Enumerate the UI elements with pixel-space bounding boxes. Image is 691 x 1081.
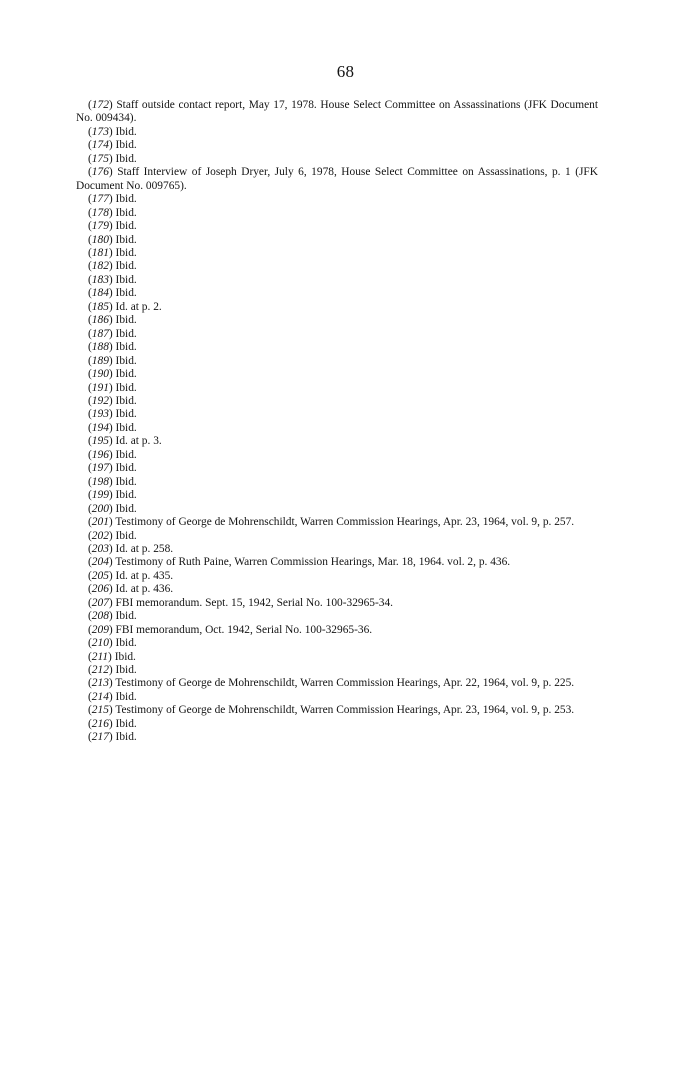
footnote-number: 182	[91, 260, 109, 273]
footnote-paren: (	[88, 300, 92, 313]
footnote-number: 212	[91, 664, 109, 677]
footnote-paren: )	[108, 596, 116, 609]
footnote-text: Ibid.	[115, 260, 137, 273]
footnote-206	[76, 583, 598, 596]
footnote-177	[76, 193, 598, 206]
footnote-text: Id. at p. 2.	[115, 300, 162, 313]
footnote-text: Ibid.	[115, 529, 137, 542]
footnote-text: Ibid.	[115, 246, 137, 259]
footnote-paren: )	[108, 260, 116, 273]
footnote-paren: )	[108, 139, 116, 152]
footnote-172	[76, 99, 598, 126]
footnote-paren: (	[88, 273, 92, 286]
footnote-paren: )	[108, 408, 116, 421]
footnote-paren: )	[108, 650, 115, 663]
footnote-paren: )	[108, 421, 116, 434]
footnote-201	[76, 516, 598, 529]
footnote-paren: )	[108, 220, 116, 233]
footnote-195	[76, 435, 598, 448]
footnote-paren: (	[88, 556, 92, 569]
footnote-text: Ibid.	[115, 273, 137, 286]
footnote-text: Ibid.	[115, 610, 137, 623]
footnote-211	[76, 651, 598, 664]
footnote-text: Ibid.	[115, 475, 137, 488]
footnote-text: Id. at p. 258.	[115, 542, 174, 555]
footnote-204	[76, 556, 598, 569]
footnote-number: 196	[91, 448, 109, 461]
footnote-number: 188	[91, 341, 109, 354]
footnote-number: 213	[91, 677, 109, 690]
footnote-178	[76, 207, 598, 220]
footnote-text: Ibid.	[115, 690, 137, 703]
footnote-paren: (	[88, 704, 92, 717]
footnote-paren: (	[88, 569, 92, 582]
footnote-paren: )	[108, 623, 116, 636]
footnote-text: Ibid.	[115, 139, 137, 152]
footnote-paren: )	[108, 233, 116, 246]
footnote-number: 180	[91, 233, 109, 246]
footnote-189	[76, 355, 598, 368]
footnote-number: 192	[91, 394, 109, 407]
footnote-number: 206	[91, 583, 109, 596]
footnote-paren: )	[108, 542, 116, 555]
footnote-paren: (	[88, 475, 92, 488]
footnote-paren: )	[108, 569, 116, 582]
footnote-183	[76, 274, 598, 287]
footnote-text: Ibid.	[115, 462, 137, 475]
footnote-text: FBI memorandum. Sept. 15, 1942, Serial No. 100-32965-34.	[115, 596, 394, 609]
footnote-paren: (	[88, 421, 92, 434]
footnote-paren: )	[108, 637, 116, 650]
footnote-number: 172	[91, 99, 109, 111]
footnote-text: Ibid.	[115, 206, 137, 219]
footnote-number: 178	[91, 206, 109, 219]
footnote-paren: (	[88, 381, 92, 394]
footnote-paren: )	[108, 556, 116, 569]
footnote-paren: )	[108, 99, 117, 111]
footnote-179	[76, 220, 598, 233]
footnote-217	[76, 731, 598, 744]
footnote-number: 187	[91, 327, 109, 340]
footnote-paren: (	[88, 152, 92, 165]
footnote-209	[76, 624, 598, 637]
footnote-text: Testimony of Ruth Paine, Warren Commission Hearings, Mar. 18, 1964. vol. 2, p. 436.	[115, 556, 511, 569]
footnote-paren: )	[108, 394, 116, 407]
footnote-180	[76, 234, 598, 247]
footnote-text: Ibid.	[115, 731, 137, 744]
footnote-number: 183	[91, 273, 109, 286]
footnote-number: 177	[91, 193, 109, 206]
footnote-185	[76, 301, 598, 314]
footnote-paren: (	[88, 341, 92, 354]
footnote-paren: )	[108, 152, 116, 165]
footnote-paren: )	[108, 341, 116, 354]
footnote-paren: (	[88, 731, 92, 744]
footnote-number: 181	[91, 246, 109, 259]
footnote-paren: )	[108, 462, 116, 475]
footnote-text: Ibid.	[115, 220, 137, 233]
footnote-184	[76, 287, 598, 300]
footnote-paren: (	[88, 664, 92, 677]
footnote-number: 216	[91, 717, 109, 730]
footnote-187	[76, 328, 598, 341]
footnote-197	[76, 462, 598, 475]
footnote-number: 197	[91, 462, 109, 475]
footnote-text: Ibid.	[115, 421, 137, 434]
footnote-number: 208	[91, 610, 109, 623]
footnote-paren: (	[88, 448, 92, 461]
footnote-text: Ibid.	[115, 394, 137, 407]
footnote-paren: (	[88, 489, 92, 502]
footnote-text: Ibid.	[115, 327, 137, 340]
footnote-paren: (	[88, 354, 92, 367]
footnote-202	[76, 530, 598, 543]
footnote-196	[76, 449, 598, 462]
footnote-181	[76, 247, 598, 260]
footnote-paren: )	[108, 731, 116, 744]
footnote-paren: (	[88, 462, 92, 475]
footnote-paren: (	[88, 193, 92, 206]
footnote-number: 201	[91, 516, 109, 529]
footnote-number: 179	[91, 220, 109, 233]
footnote-paren: (	[88, 637, 92, 650]
footnote-175	[76, 153, 598, 166]
footnote-paren: )	[108, 502, 116, 515]
footnote-paren: )	[108, 206, 116, 219]
footnote-193	[76, 408, 598, 421]
footnote-paren: )	[108, 664, 116, 677]
footnote-text: Ibid.	[115, 152, 137, 165]
footnote-paren: (	[88, 502, 92, 515]
footnote-number: 195	[91, 435, 109, 448]
footnote-number: 207	[91, 596, 109, 609]
footnote-number: 215	[91, 704, 109, 717]
footnote-paren: (	[88, 125, 92, 138]
footnote-203	[76, 543, 598, 556]
footnote-number: 176	[91, 166, 109, 179]
footnote-paren: )	[108, 381, 116, 394]
footnote-number: 217	[91, 731, 109, 744]
footnote-190	[76, 368, 598, 381]
footnote-paren: )	[108, 314, 116, 327]
footnote-text: Staff Interview of Joseph Dryer, July 6, 1978, House Select Committee on Assassinations, p. 1 (JFK Document No. 009765).	[76, 166, 598, 192]
footnote-paren: )	[108, 287, 116, 300]
footnote-paren: (	[88, 542, 92, 555]
footnote-number: 186	[91, 314, 109, 327]
footnote-paren: )	[108, 529, 116, 542]
footnote-paren: )	[108, 610, 116, 623]
footnote-text: FBI memorandum, Oct. 1942, Serial No. 100-32965-36.	[115, 623, 373, 636]
footnote-text: Id. at p. 436.	[115, 583, 174, 596]
footnote-text: Staff outside contact report, May 17, 1978. House Select Committee on Assassinations (JFK Document No. 009434).	[76, 99, 598, 125]
footnote-text: Id. at p. 3.	[115, 435, 162, 448]
footnote-194	[76, 422, 598, 435]
footnote-paren: )	[108, 246, 116, 259]
footnote-text: Ibid.	[115, 502, 137, 515]
footnote-number: 189	[91, 354, 109, 367]
footnote-text: Ibid.	[115, 287, 137, 300]
footnote-paren: )	[108, 125, 116, 138]
footnote-text: Testimony of George de Mohrenschildt, Warren Commission Hearings, Apr. 23, 1964, vol. 9, p. 257.	[115, 516, 575, 529]
footnote-text: Testimony of George de Mohrenschildt, Warren Commission Hearings, Apr. 23, 1964, vol. 9, p. 253.	[115, 704, 575, 717]
footnote-number: 193	[91, 408, 109, 421]
footnote-number: 200	[91, 502, 109, 515]
footnote-number: 205	[91, 569, 109, 582]
footnote-208	[76, 610, 598, 623]
page-number: 68	[336, 62, 355, 81]
footnote-paren: (	[88, 394, 92, 407]
footnote-191	[76, 382, 598, 395]
footnote-paren: )	[108, 354, 116, 367]
footnote-text: Ibid.	[115, 408, 137, 421]
footnote-paren: (	[88, 287, 92, 300]
footnote-192	[76, 395, 598, 408]
footnote-text: Ibid.	[115, 664, 137, 677]
footnote-number: 209	[91, 623, 109, 636]
footnote-paren: )	[108, 489, 116, 502]
footnote-paren: (	[88, 233, 92, 246]
footnote-number: 198	[91, 475, 109, 488]
footnote-number: 191	[91, 381, 109, 394]
footnote-paren: (	[88, 139, 92, 152]
footnote-number: 199	[91, 489, 109, 502]
footnote-text: Testimony of George de Mohrenschildt, Warren Commission Hearings, Apr. 22, 1964, vol. 9, p. 225.	[115, 677, 575, 690]
footnote-number: 211	[91, 650, 109, 663]
footnote-number: 210	[91, 637, 109, 650]
footnote-paren: (	[88, 327, 92, 340]
footnote-paren: )	[108, 448, 116, 461]
footnote-paren: (	[88, 677, 92, 690]
footnote-paren: )	[108, 368, 116, 381]
footnote-paren: )	[108, 690, 116, 703]
footnote-paren: )	[108, 193, 116, 206]
footnote-paren: (	[88, 408, 92, 421]
footnote-number: 184	[91, 287, 109, 300]
footnote-number: 185	[91, 300, 109, 313]
footnote-paren: (	[88, 596, 92, 609]
footnote-number: 204	[91, 556, 109, 569]
footnote-paren: )	[108, 435, 116, 448]
footnote-text: Ibid.	[115, 193, 137, 206]
footnote-number: 202	[91, 529, 109, 542]
footnote-text: Ibid.	[115, 448, 137, 461]
footnote-paren: )	[108, 327, 116, 340]
footnote-text: Ibid.	[115, 637, 137, 650]
footnote-paren: (	[88, 220, 92, 233]
footnote-paren: (	[88, 314, 92, 327]
footnote-paren: (	[88, 368, 92, 381]
footnote-number: 214	[91, 690, 109, 703]
footnote-paren: (	[88, 516, 92, 529]
footnote-205	[76, 570, 598, 583]
footnote-text: Ibid.	[115, 368, 137, 381]
footnote-number: 175	[91, 152, 109, 165]
footnote-210	[76, 637, 598, 650]
footnote-176	[76, 166, 598, 193]
footnote-paren: (	[88, 206, 92, 219]
footnote-173	[76, 126, 598, 139]
footnote-paren: )	[108, 717, 116, 730]
footnote-174	[76, 139, 598, 152]
footnote-paren: (	[88, 650, 92, 663]
footnote-paren: (	[88, 435, 92, 448]
footnote-number: 190	[91, 368, 109, 381]
footnote-paren: )	[108, 516, 116, 529]
footnote-215	[76, 704, 598, 717]
footnote-paren: )	[108, 300, 116, 313]
footnote-paren: )	[108, 273, 116, 286]
footnote-text: Ibid.	[115, 354, 137, 367]
footnote-186	[76, 314, 598, 327]
footnote-number: 194	[91, 421, 109, 434]
footnote-198	[76, 476, 598, 489]
footnote-text: Ibid.	[115, 717, 137, 730]
footnote-paren: (	[88, 690, 92, 703]
footnote-text: Ibid.	[115, 314, 137, 327]
footnote-paren: )	[108, 677, 116, 690]
footnote-200	[76, 503, 598, 516]
footnote-paren: (	[88, 610, 92, 623]
footnote-paren: (	[88, 260, 92, 273]
footnote-paren: (	[88, 623, 92, 636]
footnote-text: Id. at p. 435.	[115, 569, 174, 582]
footnote-number: 173	[91, 125, 109, 138]
footnote-paren: )	[108, 583, 116, 596]
footnotes-list	[76, 99, 598, 745]
footnote-214	[76, 691, 598, 704]
footnote-paren: )	[108, 704, 116, 717]
footnote-207	[76, 597, 598, 610]
footnote-paren: (	[88, 583, 92, 596]
footnote-text: Ibid.	[115, 125, 137, 138]
footnote-paren: (	[88, 166, 92, 179]
footnote-paren: )	[108, 475, 116, 488]
footnote-paren: (	[88, 717, 92, 730]
footnote-188	[76, 341, 598, 354]
footnote-212	[76, 664, 598, 677]
footnote-text: Ibid.	[115, 341, 137, 354]
footnote-216	[76, 718, 598, 731]
footnote-text: Ibid.	[115, 381, 137, 394]
footnote-paren: )	[108, 166, 118, 179]
footnote-182	[76, 260, 598, 273]
footnote-213	[76, 677, 598, 690]
footnote-199	[76, 489, 598, 502]
footnote-paren: (	[88, 246, 92, 259]
footnote-text: Ibid.	[114, 650, 136, 663]
footnote-text: Ibid.	[115, 233, 137, 246]
footnote-paren: (	[88, 99, 92, 111]
footnote-text: Ibid.	[115, 489, 137, 502]
footnote-number: 203	[91, 542, 109, 555]
footnote-number: 174	[91, 139, 109, 152]
footnote-paren: (	[88, 529, 92, 542]
